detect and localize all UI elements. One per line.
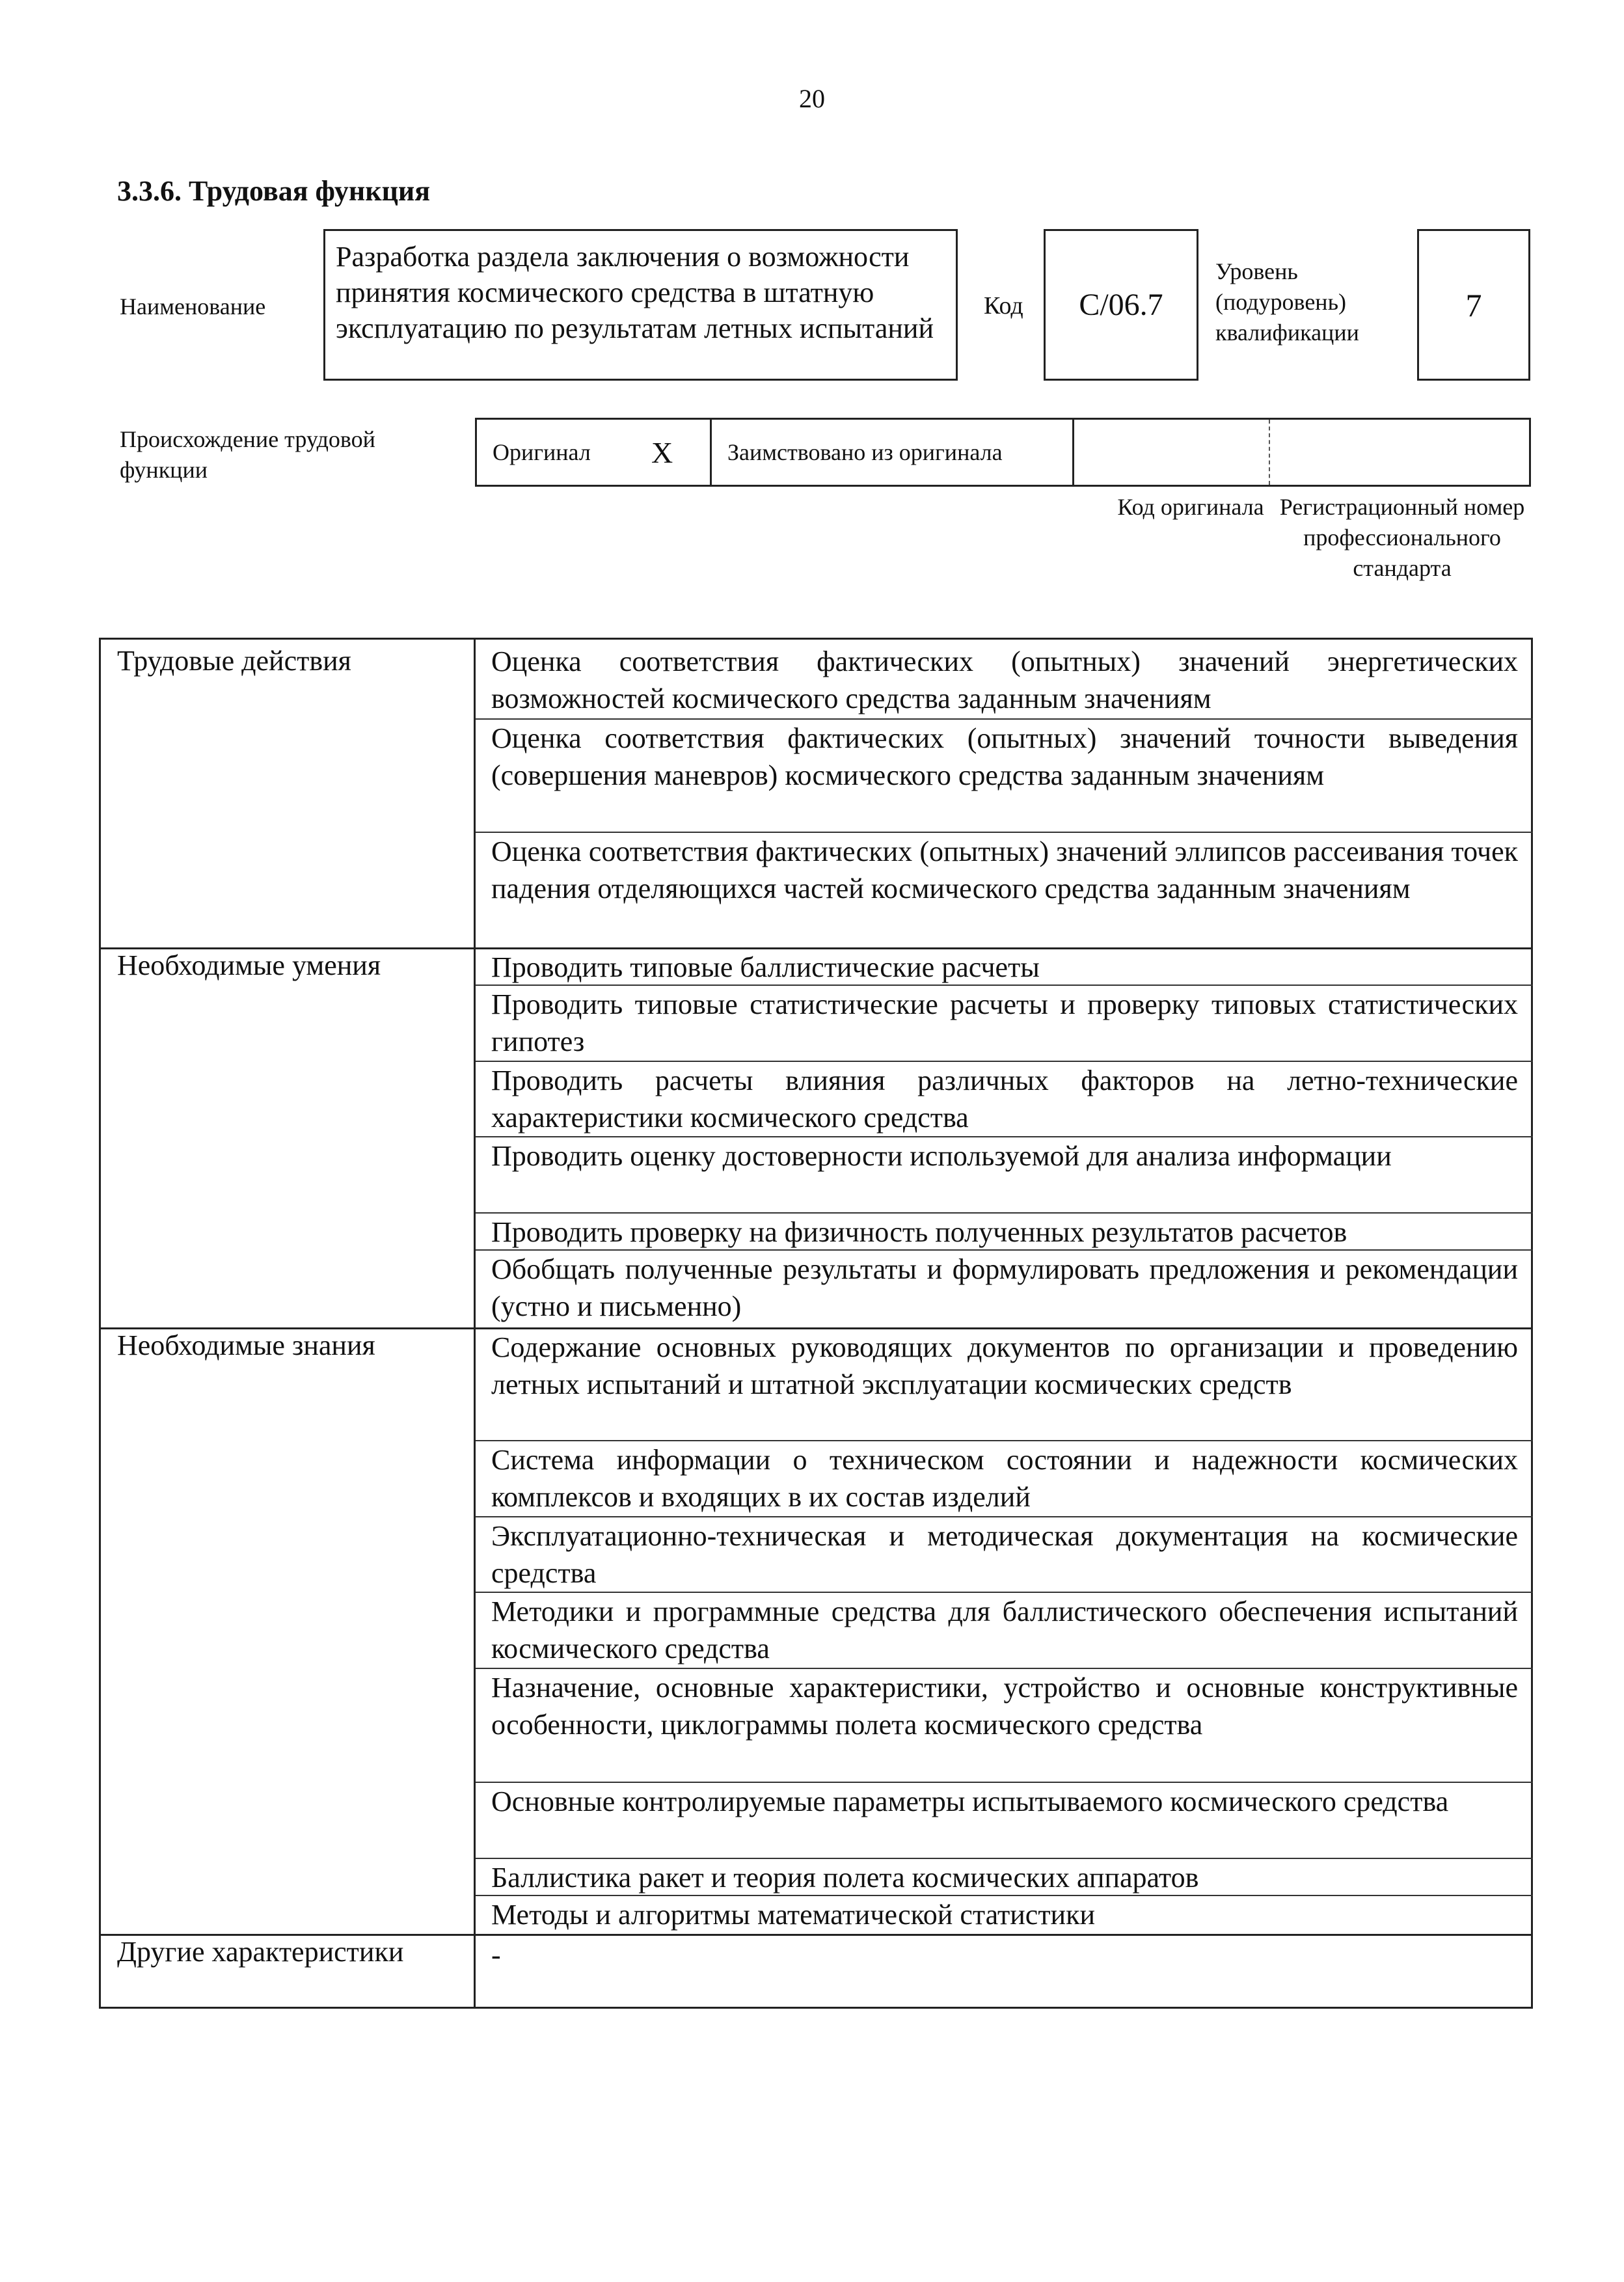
labor-action-item: Оценка соответствия фактических (опытных) значений энергетических возможностей космического средства заданным значениям bbox=[491, 645, 1518, 714]
section-title: 3.3.6. Трудовая функция bbox=[117, 175, 431, 207]
skill-item: Проводить типовые статистические расчеты и проверку типовых статистических гипотез bbox=[491, 988, 1518, 1057]
skill-item: Проводить расчеты влияния различных факторов на летно-технические характеристики космического средства bbox=[491, 1065, 1518, 1134]
code-label: Код bbox=[984, 292, 1023, 319]
skill-item: Проводить проверку на физичность полученных результатов расчетов bbox=[491, 1216, 1347, 1248]
knowledge-item: Назначение, основные характеристики, устройство и основные конструктивные особенности, циклограммы полета космического средства bbox=[491, 1672, 1518, 1741]
labor-action-item: Оценка соответствия фактических (опытных) значений эллипсов рассеивания точек падения отделяющихся частей космического средства заданным значениям bbox=[491, 835, 1518, 904]
knowledge-item: Методы и алгоритмы математической статистики bbox=[491, 1899, 1096, 1931]
knowledge-item: Эксплуатационно-техническая и методическая документация на космические средства bbox=[491, 1520, 1518, 1589]
other-characteristics-label: Другие характеристики bbox=[117, 1936, 404, 1968]
knowledge-item: Баллистика ракет и теория полета космических аппаратов bbox=[491, 1862, 1199, 1894]
original-mark: X bbox=[651, 435, 673, 469]
required-skills-label: Необходимые умения bbox=[117, 949, 381, 981]
original-code-cell bbox=[1074, 420, 1270, 485]
labor-actions-label: Трудовые действия bbox=[117, 645, 351, 677]
knowledge-item: Система информации о техническом состоянии и надежности космических комплексов и входящих в их состав изделий bbox=[491, 1444, 1518, 1513]
skill-item: Проводить оценку достоверности используемой для анализа информации bbox=[491, 1140, 1392, 1172]
level-label: Уровень (подуровень) квалификации bbox=[1215, 258, 1359, 346]
name-label: Наименование bbox=[120, 293, 266, 319]
labor-action-item: Оценка соответствия фактических (опытных) значений точности выведения (совершения маневров) космического средства заданным значениям bbox=[491, 722, 1518, 791]
original-label: Оригинал bbox=[493, 439, 591, 465]
page-number: 20 bbox=[799, 84, 825, 113]
other-characteristics-value: - bbox=[491, 1939, 501, 1971]
required-knowledge-label: Необходимые знания bbox=[117, 1329, 375, 1361]
origin-label: Происхождение трудовой функции bbox=[120, 426, 375, 483]
function-title: Разработка раздела заключения о возможности принятия космического средства в штатную эксплуатацию по результатам летных испытаний bbox=[323, 229, 958, 381]
knowledge-item: Методики и программные средства для баллистического обеспечения испытаний космического средства bbox=[491, 1596, 1518, 1664]
skill-item: Проводить типовые баллистические расчеты bbox=[491, 951, 1040, 983]
knowledge-item: Содержание основных руководящих документов по организации и проведению летных испытаний и штатной эксплуатации космических средств bbox=[491, 1331, 1518, 1400]
level-value: 7 bbox=[1417, 229, 1530, 381]
borrowed-label: Заимствовано из оригинала bbox=[727, 439, 1003, 465]
reg-number-cell bbox=[1270, 420, 1533, 485]
caption-reg-number: Регистрационный номер профессионального стандарта bbox=[1279, 494, 1525, 581]
table-column-divider bbox=[474, 638, 476, 2009]
origin-row bbox=[475, 418, 1531, 487]
skill-item: Обобщать полученные результаты и формулировать предложения и рекомендации (устно и письменно) bbox=[491, 1253, 1518, 1322]
original-cell bbox=[477, 420, 712, 485]
knowledge-item: Основные контролируемые параметры испытываемого космического средства bbox=[491, 1786, 1449, 1817]
caption-original-code: Код оригинала bbox=[1117, 494, 1264, 520]
borrowed-cell bbox=[712, 420, 1074, 485]
code-value: С/06.7 bbox=[1044, 229, 1198, 381]
